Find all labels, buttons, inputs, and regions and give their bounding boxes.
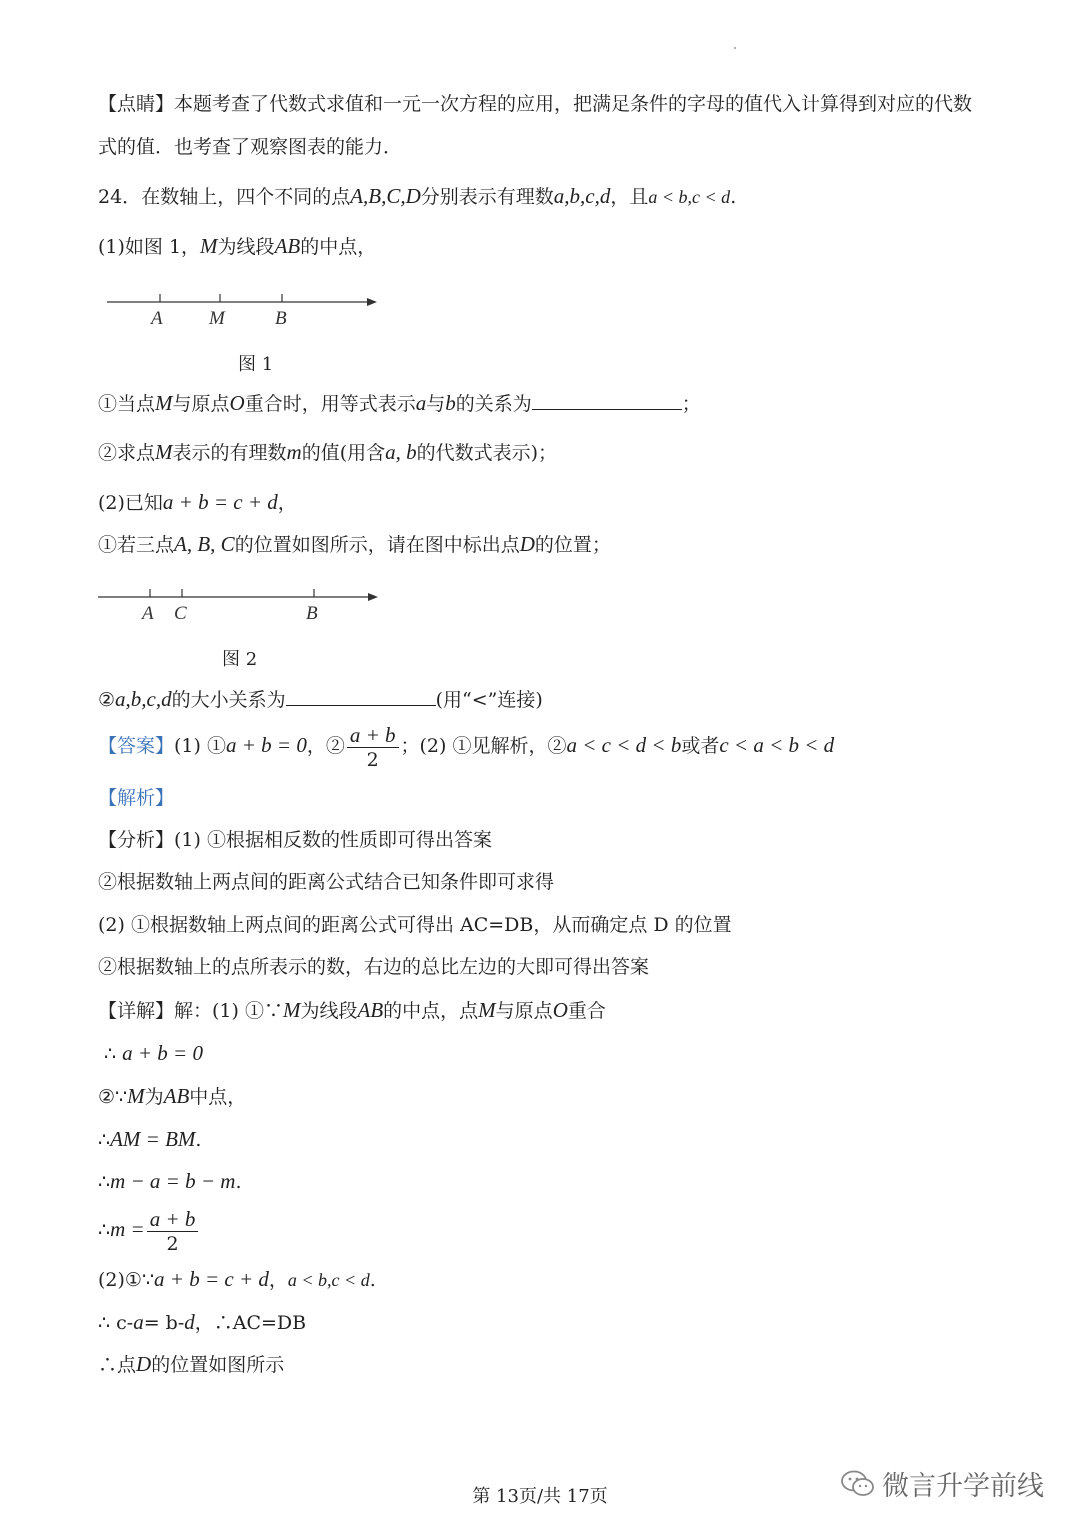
- part-1-2: ②求点M表示的有理数m的值(用含a, b的代数式表示)；: [98, 440, 558, 464]
- answer-blank-1[interactable]: [532, 391, 682, 410]
- part-2: (2)已知a + b = c + d，: [98, 490, 297, 514]
- watermark: 微言升学前线: [840, 1464, 1044, 1503]
- figure-2-number-line: [96, 583, 386, 631]
- part-1: (1)如图 1，M为线段AB的中点，: [98, 234, 377, 258]
- detail-step1: ∴ a + b = 0: [104, 1041, 203, 1065]
- speck: [734, 47, 736, 49]
- part-1-1: ①当点M与原点O重合时，用等式表示a与b的关系为 ；: [98, 391, 701, 415]
- fig2-label-B: B: [306, 603, 318, 624]
- detail-step3: ∴AM = BM.: [98, 1127, 202, 1151]
- analysis-line1: 【分析】(1) ①根据相反数的性质即可得出答案: [98, 829, 492, 851]
- fig2-label-C: C: [174, 603, 187, 624]
- answer-fraction: $\frac{a + b}{2}$: [347, 723, 399, 772]
- detail-step5: ∴m = $\frac{a + b}{2}$: [98, 1203, 200, 1256]
- detail-line1: 【详解】解：(1) ①∵M为线段AB的中点，点M与原点O重合: [98, 998, 606, 1022]
- figure-2-caption: 图 2: [222, 649, 258, 670]
- figure-1-caption: 图 1: [238, 354, 274, 375]
- wechat-icon: [840, 1469, 876, 1499]
- question-24: 24．在数轴上，四个不同的点A,B,C,D分别表示有理数a,b,c,d，且a < b,c < d.: [98, 184, 737, 208]
- part-2-1: ①若三点A, B, C的位置如图所示，请在图中标出点D的位置；: [98, 532, 611, 556]
- detail-step7: ∴ c-a= b-d，∴AC=DB: [98, 1310, 307, 1334]
- part-2-2: ②a,b,c,d的大小关系为 (用“<”连接): [98, 687, 543, 711]
- fig1-label-M: M: [209, 308, 225, 329]
- detail-fraction: $\frac{a + b}{2}$: [147, 1207, 199, 1256]
- dianjing-line1: 【点睛】本题考查了代数式求值和一元一次方程的应用，把满足条件的字母的值代入计算得到对应的代数: [98, 93, 973, 115]
- fig2-label-A: A: [142, 603, 154, 624]
- figure-1-number-line: [105, 288, 385, 336]
- fig1-label-A: A: [151, 308, 163, 329]
- answer-line: 【答案】(1) ①a + b = 0，② $\frac{a + b}{2}$ ；(2) ①见解析，②a < c < d < b或者c < a < b < d: [98, 722, 835, 771]
- analysis-line4: ②根据数轴上的点所表示的数，右边的总比左边的大即可得出答案: [98, 956, 650, 978]
- answer-blank-2[interactable]: [286, 687, 436, 706]
- detail-step4: ∴m − a = b − m.: [98, 1169, 242, 1193]
- detail-step2: ②∵M为AB中点，: [98, 1084, 247, 1108]
- page-footer: 第 13页/共 17页: [472, 1486, 608, 1507]
- detail-step8: ∴点D的位置如图所示: [98, 1352, 285, 1376]
- dianjing-line2: 式的值．也考查了观察图表的能力．: [98, 136, 403, 158]
- jiexi-heading: 【解析】: [98, 787, 175, 809]
- detail-step6: (2)①∵a + b = c + d，a < b,c < d.: [98, 1267, 376, 1291]
- analysis-line3: (2) ①根据数轴上两点间的距离公式可得出 AC=DB，从而确定点 D 的位置: [98, 914, 732, 936]
- fig1-label-B: B: [275, 308, 287, 329]
- analysis-line2: ②根据数轴上两点间的距离公式结合已知条件即可求得: [98, 871, 555, 893]
